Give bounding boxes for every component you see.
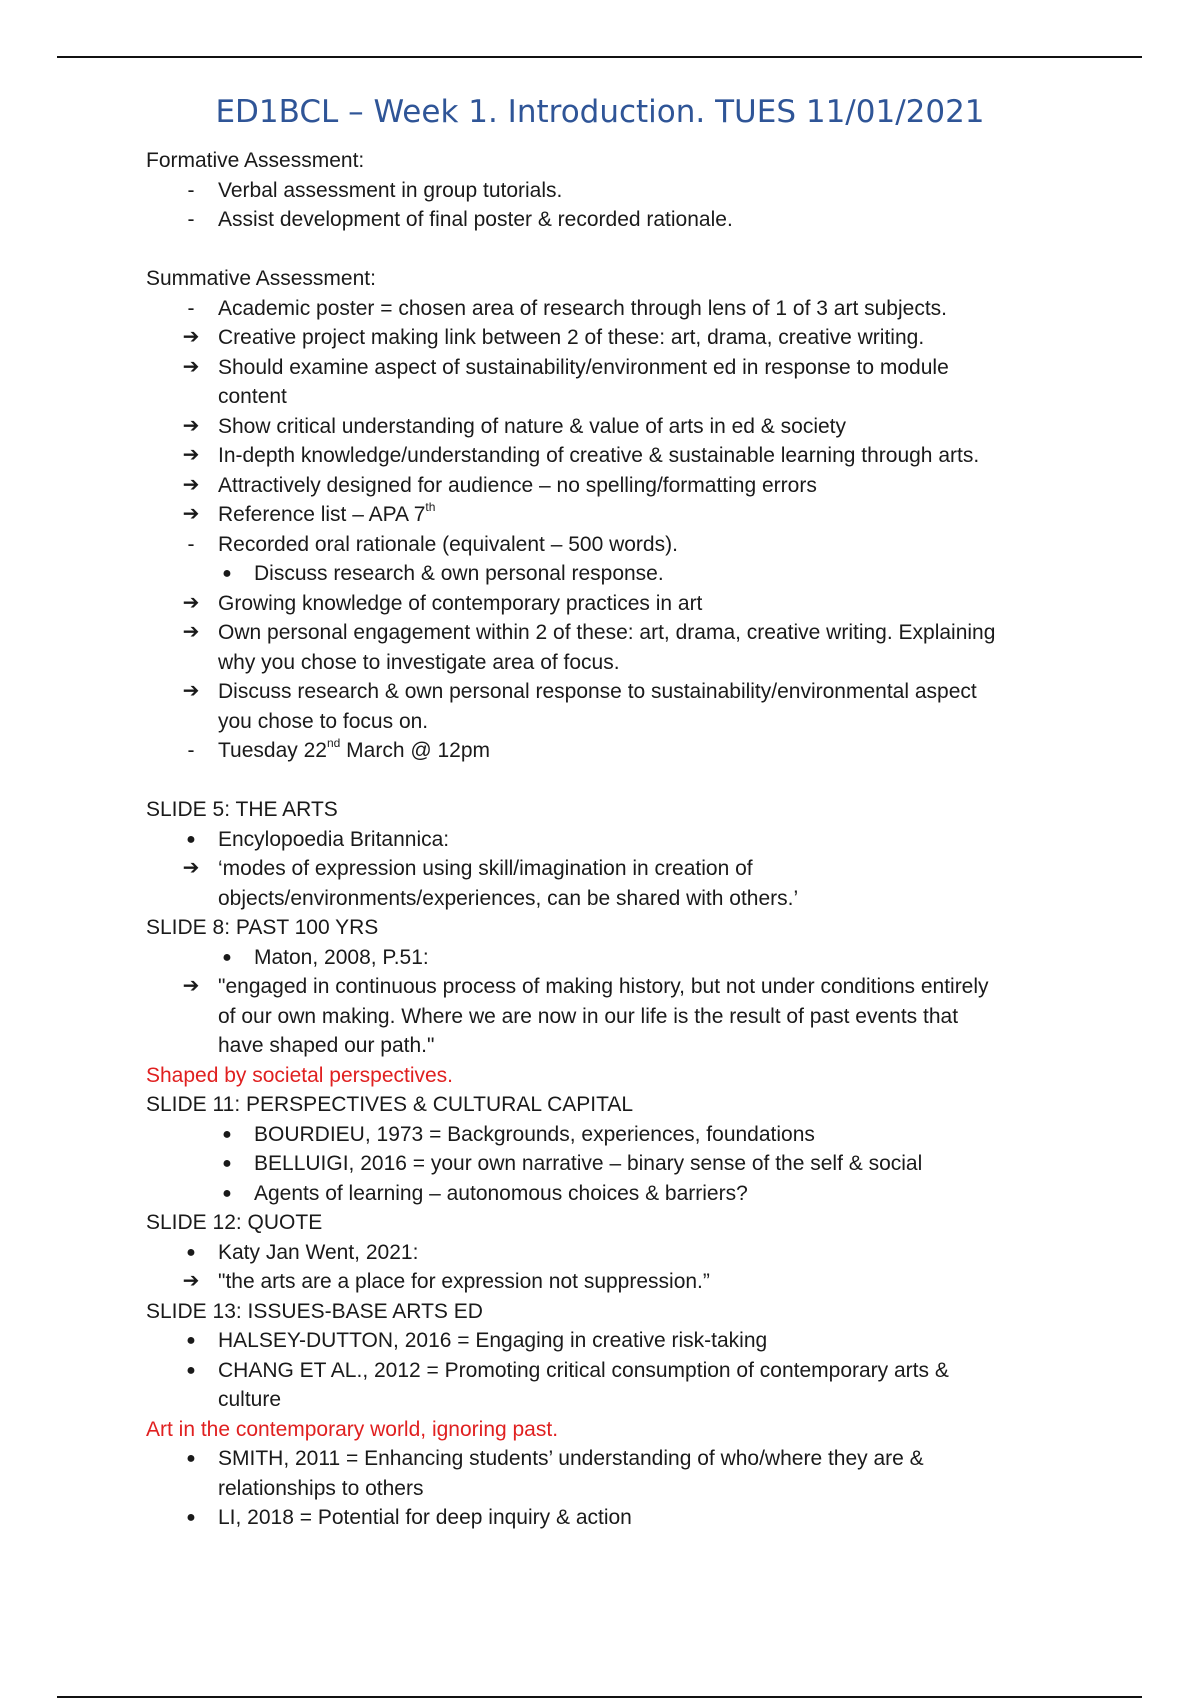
slide-11-heading: SLIDE 11: PERSPECTIVES & CULTURAL CAPITAL [146,1093,634,1116]
arrow-item-continued: have shaped our path." [218,1034,435,1057]
bullet-dot-icon: ● [222,1125,232,1143]
bullet-item: ● CHANG ET AL., 2012 = Promoting critical consumption of contemporary arts & [146,1356,1066,1386]
list-item: - Assist development of final poster & recorded rationale. [146,205,1066,235]
bullet-item: ● SMITH, 2011 = Enhancing students’ understanding of who/where they are & [146,1444,1066,1474]
page-title: ED1BCL – Week 1. Introduction. TUES 11/01/2021 [215,94,985,130]
spacer [146,766,1066,796]
arrow-item: ➔ Should examine aspect of sustainability/environment ed in response to module [146,353,1066,383]
bullet-dot-icon: ● [222,1155,232,1172]
arrow-item: ➔ Reference list – APA 7th [146,500,1066,530]
bottom-rule [57,1696,1142,1698]
bullet-item: ● Maton, 2008, P.51: [146,943,1066,973]
bullet-item: ● Encylopoedia Britannica: [146,825,1066,855]
bullet-dot-icon: ● [186,1243,196,1261]
arrow-item: ➔ ‘modes of expression using skill/imagination in creation of [146,854,1066,884]
bullet-item: ● HALSEY-DUTTON, 2016 = Engaging in creative risk-taking [146,1326,1066,1356]
highlight-note: Art in the contemporary world, ignoring past. [146,1417,559,1441]
dash-icon: - [187,739,195,762]
superscript: nd [326,736,341,750]
arrow-right-icon: ➔ [182,473,200,496]
arrow-right-icon: ➔ [182,503,200,525]
bullet-dot-icon: ● [186,1509,196,1526]
summative-heading: Summative Assessment: [146,267,376,290]
arrow-item-continued: why you chose to investigate area of focus. [218,650,620,674]
bullet-item-continued: culture [218,1388,282,1411]
dash-icon: - [187,532,195,556]
list-item: - Verbal assessment in group tutorials. [146,176,1066,206]
arrow-right-icon: ➔ [182,414,200,437]
arrow-item: ➔ "the arts are a place for expression not suppression.” [146,1267,1066,1297]
arrow-item-continued: you chose to focus on. [218,709,429,733]
slide-12-heading: SLIDE 12: QUOTE [146,1211,323,1234]
arrow-right-icon: ➔ [182,680,200,702]
arrow-right-icon: ➔ [182,355,200,378]
highlight-note: Shaped by societal perspectives. [146,1063,454,1087]
bullet-item: ● Discuss research & own personal response. [146,559,1066,589]
bullet-dot-icon: ● [186,830,196,848]
arrow-right-icon: ➔ [182,444,200,466]
bullet-item: ● BELLUIGI, 2016 = your own narrative – binary sense of the self & social [146,1149,1066,1179]
spacer [146,235,1066,265]
arrow-item: ➔ Attractively designed for audience – no spelling/formatting errors [146,471,1066,501]
list-item: - Academic poster = chosen area of research through lens of 1 of 3 art subjects. [146,294,1066,324]
arrow-right-icon: ➔ [182,975,200,997]
bullet-item: ● Katy Jan Went, 2021: [146,1238,1066,1268]
bullet-item: ● Agents of learning – autonomous choices & barriers? [146,1179,1066,1209]
arrow-item: ➔ "engaged in continuous process of making history, but not under conditions entirely [146,972,1066,1002]
bullet-dot-icon: ● [186,1450,196,1467]
list-item: - Recorded oral rationale (equivalent – 500 words). [146,530,1066,560]
arrow-right-icon: ➔ [182,621,200,643]
superscript: th [425,500,436,514]
slide-13-heading: SLIDE 13: ISSUES-BASE ARTS ED [146,1299,483,1323]
arrow-item: ➔ Creative project making link between 2 of these: art, drama, creative writing. [146,323,1066,353]
arrow-item: ➔ Discuss research & own personal response to sustainability/environmental aspect [146,677,1066,707]
arrow-item: ➔ In-depth knowledge/understanding of creative & sustainable learning through arts. [146,441,1066,471]
bullet-dot-icon: ● [222,948,232,966]
bullet-dot-icon: ● [186,1361,196,1379]
arrow-right-icon: ➔ [182,591,200,614]
bullet-dot-icon: ● [222,565,232,582]
arrow-right-icon: ➔ [182,857,200,879]
bullet-item: ● BOURDIEU, 1973 = Backgrounds, experiences, foundations [146,1120,1066,1150]
arrow-right-icon: ➔ [182,1270,200,1292]
bullet-item: ● LI, 2018 = Potential for deep inquiry & action [146,1503,1066,1533]
dash-icon: - [187,296,195,320]
document-body [146,146,1066,1533]
dash-icon: - [187,208,195,231]
arrow-right-icon: ➔ [182,326,200,348]
arrow-item-continued: content [218,385,287,408]
arrow-item-continued: of our own making. Where we are now in our life is the result of past events that [218,1004,959,1028]
arrow-item: ➔ Own personal engagement within 2 of these: art, drama, creative writing. Explaining [146,618,1066,648]
bullet-item-continued: relationships to others [218,1476,424,1500]
bullet-dot-icon: ● [222,1184,232,1202]
arrow-item-continued: objects/environments/experiences, can be shared with others.’ [218,886,799,910]
formative-heading: Formative Assessment: [146,149,365,172]
arrow-item: ➔ Growing knowledge of contemporary practices in art [146,589,1066,619]
slide-8-heading: SLIDE 8: PAST 100 YRS [146,916,379,939]
top-rule [57,56,1142,58]
dash-icon: - [187,178,195,202]
list-item: - Tuesday 22nd March @ 12pm [146,736,1066,766]
slide-5-heading: SLIDE 5: THE ARTS [146,798,338,821]
bullet-dot-icon: ● [186,1332,196,1349]
arrow-item: ➔ Show critical understanding of nature & value of arts in ed & society [146,412,1066,442]
